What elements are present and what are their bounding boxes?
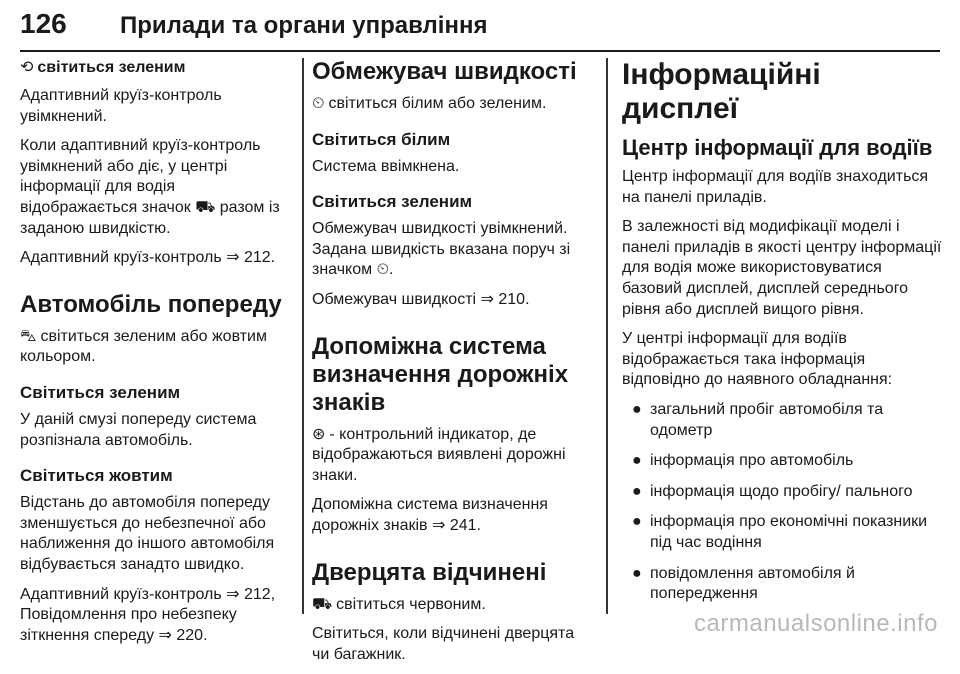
cruise-control-icon: ⟲ — [20, 59, 34, 76]
bullet-icon: ● — [632, 452, 642, 470]
dic-location-text: Центр інформації для водіїв знаходиться на панелі приладів. — [622, 168, 929, 206]
list-item — [622, 482, 944, 503]
acc-on-text: Адаптивний круїз-контроль увімкнений. — [20, 87, 222, 125]
list-item — [622, 512, 944, 553]
yellow-heading: Світиться жовтим — [20, 466, 173, 486]
vehicle-ahead-icon: ⛍ — [20, 327, 37, 345]
speed-limiter-icon: ⏲ — [312, 95, 325, 112]
white-text: Система ввімкнена. — [312, 157, 460, 175]
dic-contents-text: У центрі інформації для водіїв відображається така інформація відповідно до наявного обладнання: — [622, 330, 893, 389]
traffic-sign-reference: Допоміжна система визначення дорожніх знаків ⇒ 241. — [312, 496, 548, 534]
dic-heading: Центр інформації для водіїв — [622, 135, 933, 160]
speed-limiter-heading: Обмежувач швидкості — [312, 58, 577, 85]
list-item-text: повідомлення автомобіля й попередження — [650, 564, 855, 603]
door-open-explain: Світиться, коли відчинені дверцята чи багажник. — [312, 625, 575, 663]
white-heading: Світиться білим — [312, 129, 451, 149]
traffic-sign-heading: Допоміжна система визначення дорожніх знаків — [312, 332, 569, 416]
door-open-text — [312, 595, 594, 616]
bullet-icon: ● — [632, 513, 642, 531]
info-displays-heading: Інформаційні дисплеї — [622, 58, 821, 125]
vehicle-ahead-text — [20, 327, 296, 368]
speed-limiter-reference: Обмежувач швидкості ⇒ 210. — [312, 290, 530, 308]
green-heading: Світиться зеленим — [20, 382, 181, 402]
traffic-sign-text — [312, 425, 594, 487]
page-number: 126 — [20, 8, 67, 39]
column-3 — [622, 58, 944, 615]
acc-indicator-lead — [20, 58, 296, 78]
traffic-sign-desc: - контрольний індикатор, де відображаються виявлені дорожні знаки. — [312, 425, 566, 484]
acc-lead-text: світиться зеленим — [37, 59, 186, 76]
dic-bullet-list — [622, 400, 944, 605]
list-item-text: загальний пробіг автомобіля та одометр — [650, 400, 884, 439]
column-2 — [312, 58, 594, 674]
vehicle-ahead-desc: світиться зеленим або жовтим кольором. — [20, 327, 267, 366]
green-text: У даній смузі попереду система розпізнала автомобіль. — [20, 410, 257, 449]
page-title: Прилади та органи управління — [120, 12, 488, 39]
acc-display-text: Коли адаптивний круїз-контроль увімкнений або діє, у центрі інформації для водія відображається значок ⛟ разом із заданою швидкістю. — [20, 137, 280, 237]
bullet-icon: ● — [632, 482, 642, 500]
traffic-sign-icon: ⊛ — [312, 425, 326, 443]
list-item-text: інформація про економічні показники під час водіння — [650, 513, 928, 551]
list-item — [622, 564, 944, 605]
list-item — [622, 451, 944, 472]
acc-reference: Адаптивний круїз-контроль ⇒ 212. — [20, 249, 276, 267]
door-open-icon: ⛟ — [312, 595, 333, 613]
list-item-text: інформація щодо пробігу/ пального — [650, 482, 913, 500]
bullet-icon: ● — [632, 564, 642, 582]
page-header — [20, 6, 940, 50]
speed-limiter-text — [312, 94, 594, 115]
header-rule — [20, 50, 940, 52]
vehicle-references: Адаптивний круїз-контроль ⇒ 212, Повідомлення про небезпеку зіткнення спереду ⇒ 220. — [20, 585, 276, 644]
column-1 — [20, 58, 296, 655]
list-item — [622, 400, 944, 441]
door-open-heading: Дверцята відчинені — [312, 558, 547, 586]
column-divider-1 — [302, 58, 304, 614]
yellow-text: Відстань до автомобіля попереду зменшується до небезпечної або наближення до іншого автомобіля відбувається занадто швидко. — [20, 494, 275, 573]
speed-limiter-desc: світиться білим або зеленим. — [328, 95, 547, 112]
door-open-desc: світиться червоним. — [336, 595, 486, 613]
limiter-green-heading: Світиться зеленим — [312, 192, 473, 212]
limiter-green-text: Обмежувач швидкості увімкнений. Задана швидкість вказана поруч зі значком ⏲. — [312, 220, 571, 279]
column-divider-2 — [606, 58, 608, 614]
bullet-icon: ● — [632, 400, 642, 418]
list-item-text: інформація про автомобіль — [650, 452, 854, 470]
vehicle-ahead-heading: Автомобіль попереду — [20, 290, 282, 318]
dic-variant-text: В залежності від модифікації моделі і панелі приладів в якості центру інформації для водія може використовуватися базовий дисплей, дисплей середнього рівня або дисплей вищого рівня. — [622, 218, 942, 318]
watermark: carmanualsonline.info — [694, 610, 938, 637]
